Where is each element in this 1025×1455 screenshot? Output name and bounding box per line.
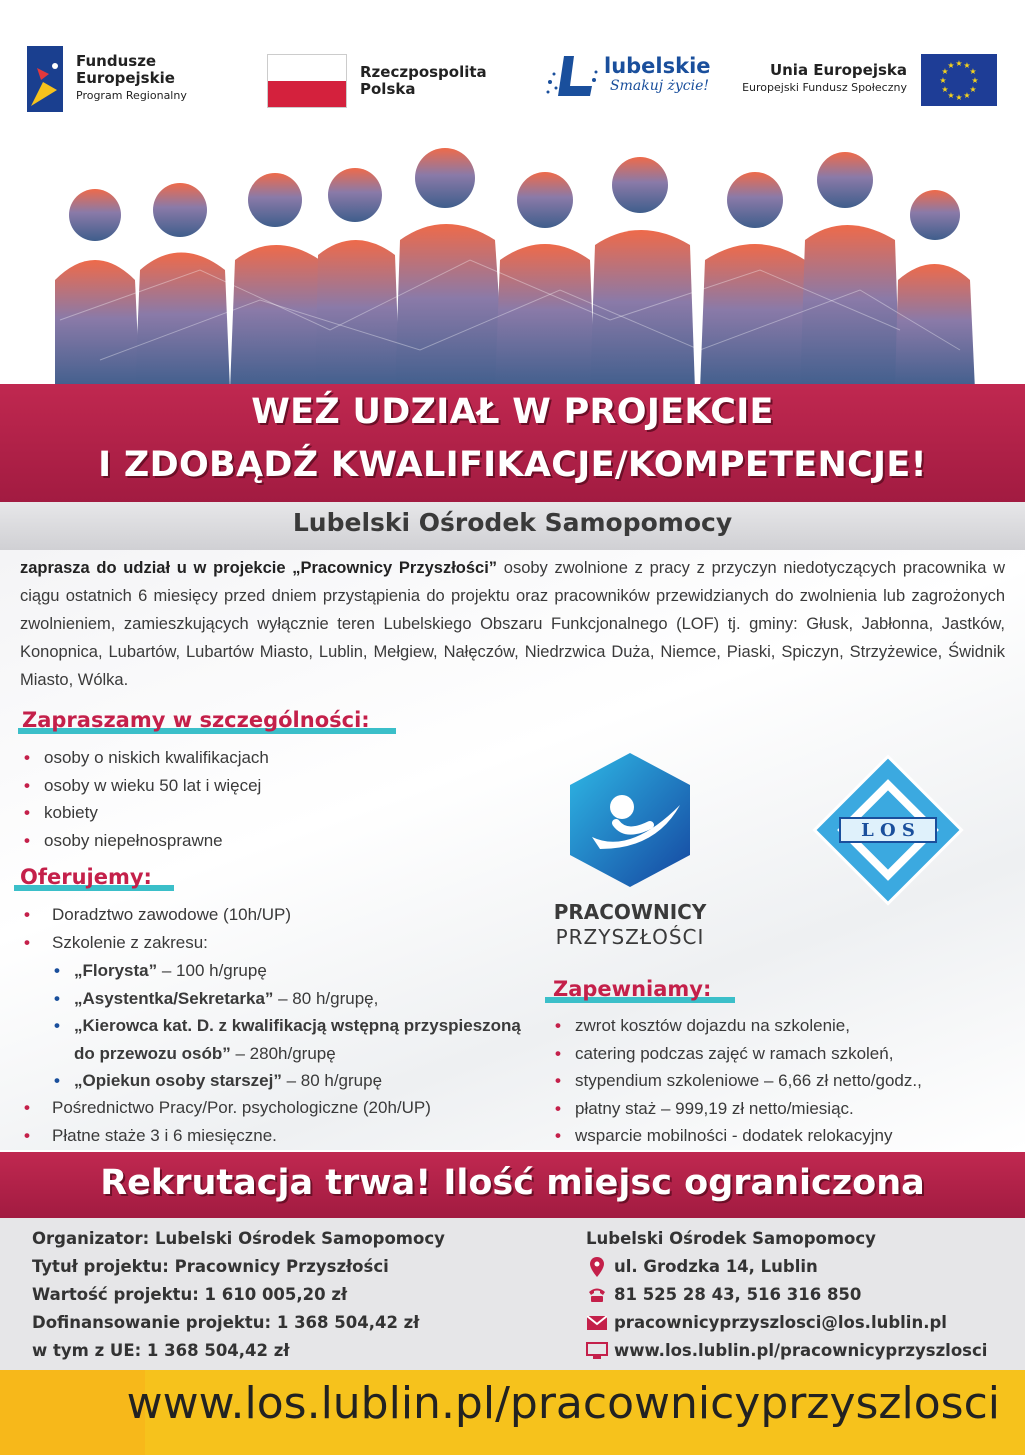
- contact-web[interactable]: [586, 1337, 1016, 1365]
- contact-block: [586, 1225, 1016, 1365]
- banner-line1: WEŹ UDZIAŁ W PROJEKCIE: [251, 392, 774, 432]
- provide-item: • zwrot kosztów dojazdu na szkolenie,: [545, 1012, 1005, 1040]
- contact-org: [586, 1225, 1016, 1253]
- offer-item: • Doradztwo zawodowe (10h/UP): [14, 901, 534, 929]
- los-association-logo: [800, 742, 975, 917]
- svg-text:★: ★: [947, 61, 955, 70]
- pracownicy-przyszlosci-logo: [560, 745, 700, 895]
- invite-item: • kobiety: [14, 799, 474, 827]
- rp-line2: Polska: [360, 80, 416, 99]
- rp-line1: Rzeczpospolita: [360, 63, 487, 81]
- contact-address: [586, 1253, 1016, 1281]
- contact-phone[interactable]: [586, 1281, 1016, 1309]
- training-item: [24, 985, 534, 1013]
- phone-text[interactable]: 81 525 28 43, 516 316 850: [614, 1285, 862, 1304]
- training-list: [24, 957, 534, 1095]
- invite-item: • osoby w wieku 50 lat i więcej: [14, 772, 474, 800]
- provide-list: [545, 1012, 1005, 1150]
- svg-text:★: ★: [955, 59, 963, 68]
- training-hours: – 80 h/grupę: [281, 1071, 383, 1090]
- hero-silhouettes-image: [0, 120, 1025, 390]
- training-name: „Asystentka/Sekretarka”: [74, 988, 274, 1008]
- fe-line2: Europejskie: [76, 69, 175, 88]
- svg-text:★: ★: [971, 76, 979, 85]
- invite-heading: Zapraszamy w szczególności:: [22, 708, 370, 732]
- intro-paragraph: [20, 554, 1005, 694]
- website-url[interactable]: www.los.lublin.pl/pracownicyprzyszlosci: [126, 1378, 1000, 1429]
- offer-list-end: [14, 1094, 534, 1149]
- lubelskie-name: lubelskie: [604, 54, 711, 78]
- svg-text:★: ★: [963, 91, 971, 100]
- eu-funding-line: w tym z UE: 1 368 504,42 zł: [32, 1341, 290, 1360]
- svg-text:★: ★: [955, 93, 963, 102]
- svg-text:★: ★: [939, 76, 947, 85]
- provide-item: • catering podczas zajęć w ramach szkoleń,: [545, 1040, 1005, 1068]
- provide-item: • wsparcie mobilności - dodatek relokacyjny: [545, 1122, 1005, 1150]
- organization-title: Lubelski Ośrodek Samopomocy: [292, 508, 733, 537]
- project-logo-line1: PRACOWNICY: [553, 900, 707, 924]
- banner-line2: I ZDOBĄDŹ KWALIFIKACJE/KOMPETENCJE!: [98, 445, 927, 485]
- lubelskie-logo-text: [604, 54, 711, 94]
- phone-icon: [586, 1287, 608, 1303]
- offer-item: • Płatne staże 3 i 6 miesięczne.: [14, 1122, 534, 1150]
- invite-list: [14, 744, 474, 854]
- ue-line2: Europejski Fundusz Społeczny: [742, 81, 907, 95]
- fundusze-europejskie-logo: [27, 46, 63, 112]
- location-pin-icon: [586, 1257, 608, 1277]
- intro-bold: zaprasza do udział u w projekcie „Pracownicy Przyszłości”: [20, 559, 498, 577]
- project-title-line: Tytuł projektu: Pracownicy Przyszłości: [32, 1257, 389, 1276]
- ue-line1: Unia Europejska: [769, 61, 907, 79]
- organizer-line: Organizator: Lubelski Ośrodek Samopomocy: [32, 1229, 445, 1248]
- training-item: [24, 957, 534, 985]
- offer-item: • Szkolenie z zakresu:: [14, 929, 534, 957]
- offer-heading: Oferujemy:: [20, 865, 152, 889]
- website-link[interactable]: www.los.lublin.pl/pracownicyprzyszlosci: [614, 1341, 988, 1360]
- svg-text:★: ★: [963, 61, 971, 70]
- training-hours: – 280h/grupę: [230, 1043, 336, 1063]
- fe-logo-text: [76, 53, 187, 102]
- training-hours: – 80 h/grupę,: [273, 988, 379, 1008]
- lubelskie-emblem: [544, 52, 600, 104]
- lubelskie-tagline: Smakuj życie!: [610, 78, 710, 95]
- training-name: „Opiekun osoby starszej”: [74, 1071, 282, 1090]
- ue-logo-text: [730, 62, 907, 95]
- provide-item: • płatny staż – 999,19 zł netto/miesiąc.: [545, 1095, 1005, 1123]
- provide-item: • stypendium szkoleniowe – 6,66 zł netto/godz.,: [545, 1067, 1005, 1095]
- svg-text:★: ★: [969, 67, 977, 76]
- monitor-icon: [586, 1342, 608, 1360]
- address-text: ul. Grodzka 14, Lublin: [614, 1257, 818, 1276]
- svg-text:★: ★: [947, 91, 955, 100]
- rp-logo-text: [360, 64, 487, 99]
- provide-heading: Zapewniamy:: [553, 977, 712, 1001]
- project-logo-line2: PRZYSZŁOŚCI: [555, 925, 705, 949]
- contact-email[interactable]: [586, 1309, 1016, 1337]
- los-center-text: L O S: [861, 820, 915, 841]
- invite-item: • osoby o niskich kwalifikacjach: [14, 744, 474, 772]
- logo-bar: [0, 0, 1025, 120]
- training-name: „Kierowca kat. D. z kwalifikacją wstępną przyspieszoną do przewozu osób”: [74, 1016, 521, 1063]
- project-details: [32, 1225, 552, 1365]
- training-hours: – 100 h/grupę: [157, 961, 267, 980]
- svg-text:★: ★: [941, 67, 949, 76]
- project-value-line: Wartość projektu: 1 610 005,20 zł: [32, 1285, 348, 1304]
- svg-text:★: ★: [969, 85, 977, 94]
- invite-item: • osoby niepełnosprawne: [14, 827, 474, 855]
- intro-text: osoby zwolnione z pracy z przyczyn niedotyczących pracownika w ciągu ostatnich 6 miesięcy przed dniem przystąpienia do projektu oraz pracowników przewidzianych do zwolnienia lub zagrożonych zwolnieniem, zamieszkujących wyłącznie teren Lubelskiego Obszaru Funkcjonalnego (LOF) tj. gminy: Głusk, Jabłonna, Jastków, Konopnica, Lubartów, Lubartów Miasto, Lublin, Mełgiew, Nałęczów, Niedrzwica Duża, Niemce, Piaski, Spiczyn, Strzyżewice, Świdnik Miasto, Wólka.: [20, 559, 1006, 689]
- eu-flag: [921, 54, 997, 106]
- polish-flag: [267, 54, 347, 108]
- email-link[interactable]: pracownicyprzyszlosci@los.lublin.pl: [614, 1313, 947, 1332]
- training-item: [24, 1067, 534, 1095]
- offer-item: • Pośrednictwo Pracy/Por. psychologiczne (20h/UP): [14, 1094, 534, 1122]
- training-name: „Florysta”: [74, 961, 158, 980]
- svg-text:★: ★: [941, 85, 949, 94]
- contact-org-name: Lubelski Ośrodek Samopomocy: [586, 1229, 876, 1248]
- fe-line1: Fundusze: [76, 52, 157, 70]
- funding-line: Dofinansowanie projektu: 1 368 504,42 zł: [32, 1313, 420, 1332]
- training-item: [24, 1012, 534, 1067]
- recruitment-text: Rekrutacja trwa! Ilość miejsc ograniczona: [100, 1163, 925, 1203]
- offer-list: [14, 901, 534, 956]
- envelope-icon: [586, 1316, 608, 1330]
- fe-line3: Program Regionalny: [76, 88, 187, 102]
